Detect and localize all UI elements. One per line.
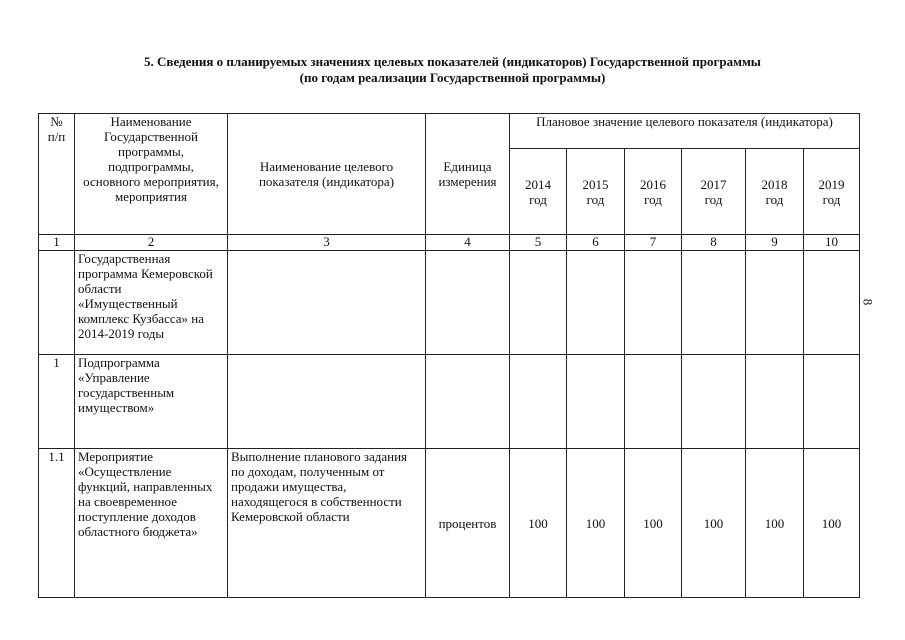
header-indicator-name: Наименование целевого показателя (индикатора)	[228, 114, 426, 235]
row-value	[567, 251, 625, 355]
column-number: 8	[682, 235, 746, 251]
row-value: 100	[625, 449, 682, 598]
row-value	[625, 251, 682, 355]
header-year-2016: 2016 год	[625, 149, 682, 235]
row-num: 1	[39, 355, 75, 449]
row-value: 100	[510, 449, 567, 598]
row-value	[682, 251, 746, 355]
header-year-2019: 2019 год	[804, 149, 860, 235]
row-value	[804, 251, 860, 355]
header-planned-value: Плановое значение целевого показателя (индикатора)	[510, 114, 860, 149]
indicators-table	[38, 113, 860, 598]
row-indicator	[228, 355, 426, 449]
row-value	[510, 355, 567, 449]
header-num: № п/п	[39, 114, 75, 235]
row-value: 100	[682, 449, 746, 598]
row-name: Подпрограмма «Управление государственным имуществом»	[75, 355, 228, 449]
row-value	[746, 355, 804, 449]
header-year-2018: 2018 год	[746, 149, 804, 235]
row-value	[510, 251, 567, 355]
header-year-2015: 2015 год	[567, 149, 625, 235]
column-number: 7	[625, 235, 682, 251]
column-number: 3	[228, 235, 426, 251]
column-numbers-row	[39, 235, 860, 251]
row-value: 100	[746, 449, 804, 598]
title-line-2: (по годам реализации Государственной программы)	[299, 70, 606, 85]
row-name: Мероприятие «Осуществление функций, направленных на своевременное поступление доходов областного бюджета»	[75, 449, 228, 598]
row-value	[746, 251, 804, 355]
row-unit	[426, 251, 510, 355]
row-name: Государственная программа Кемеровской области «Имущественный комплекс Кузбасса» на 2014-2019 годы	[75, 251, 228, 355]
column-number: 5	[510, 235, 567, 251]
header-row	[39, 114, 860, 149]
row-value	[567, 355, 625, 449]
row-indicator: Выполнение планового задания по доходам, полученным от продажи имущества, находящегося в собственности Кемеровской области	[228, 449, 426, 598]
page-number: 8	[860, 298, 876, 306]
column-number: 9	[746, 235, 804, 251]
title-line-1: 5. Сведения о планируемых значениях целевых показателей (индикаторов) Государственной программы	[144, 54, 761, 69]
row-unit: процентов	[426, 449, 510, 598]
column-number: 6	[567, 235, 625, 251]
table-row	[39, 251, 860, 355]
row-value	[625, 355, 682, 449]
row-value: 100	[567, 449, 625, 598]
column-number: 2	[75, 235, 228, 251]
column-number: 4	[426, 235, 510, 251]
header-year-2017: 2017 год	[682, 149, 746, 235]
column-number: 10	[804, 235, 860, 251]
header-unit: Единица измерения	[426, 114, 510, 235]
row-num	[39, 251, 75, 355]
row-unit	[426, 355, 510, 449]
row-value: 100	[804, 449, 860, 598]
row-indicator	[228, 251, 426, 355]
document-title	[0, 54, 905, 86]
column-number: 1	[39, 235, 75, 251]
header-program-name: Наименование Государственной программы, подпрограммы, основного мероприятия, мероприятия	[75, 114, 228, 235]
row-num: 1.1	[39, 449, 75, 598]
table-row	[39, 449, 860, 598]
table-row	[39, 355, 860, 449]
header-year-2014: 2014 год	[510, 149, 567, 235]
row-value	[804, 355, 860, 449]
row-value	[682, 355, 746, 449]
